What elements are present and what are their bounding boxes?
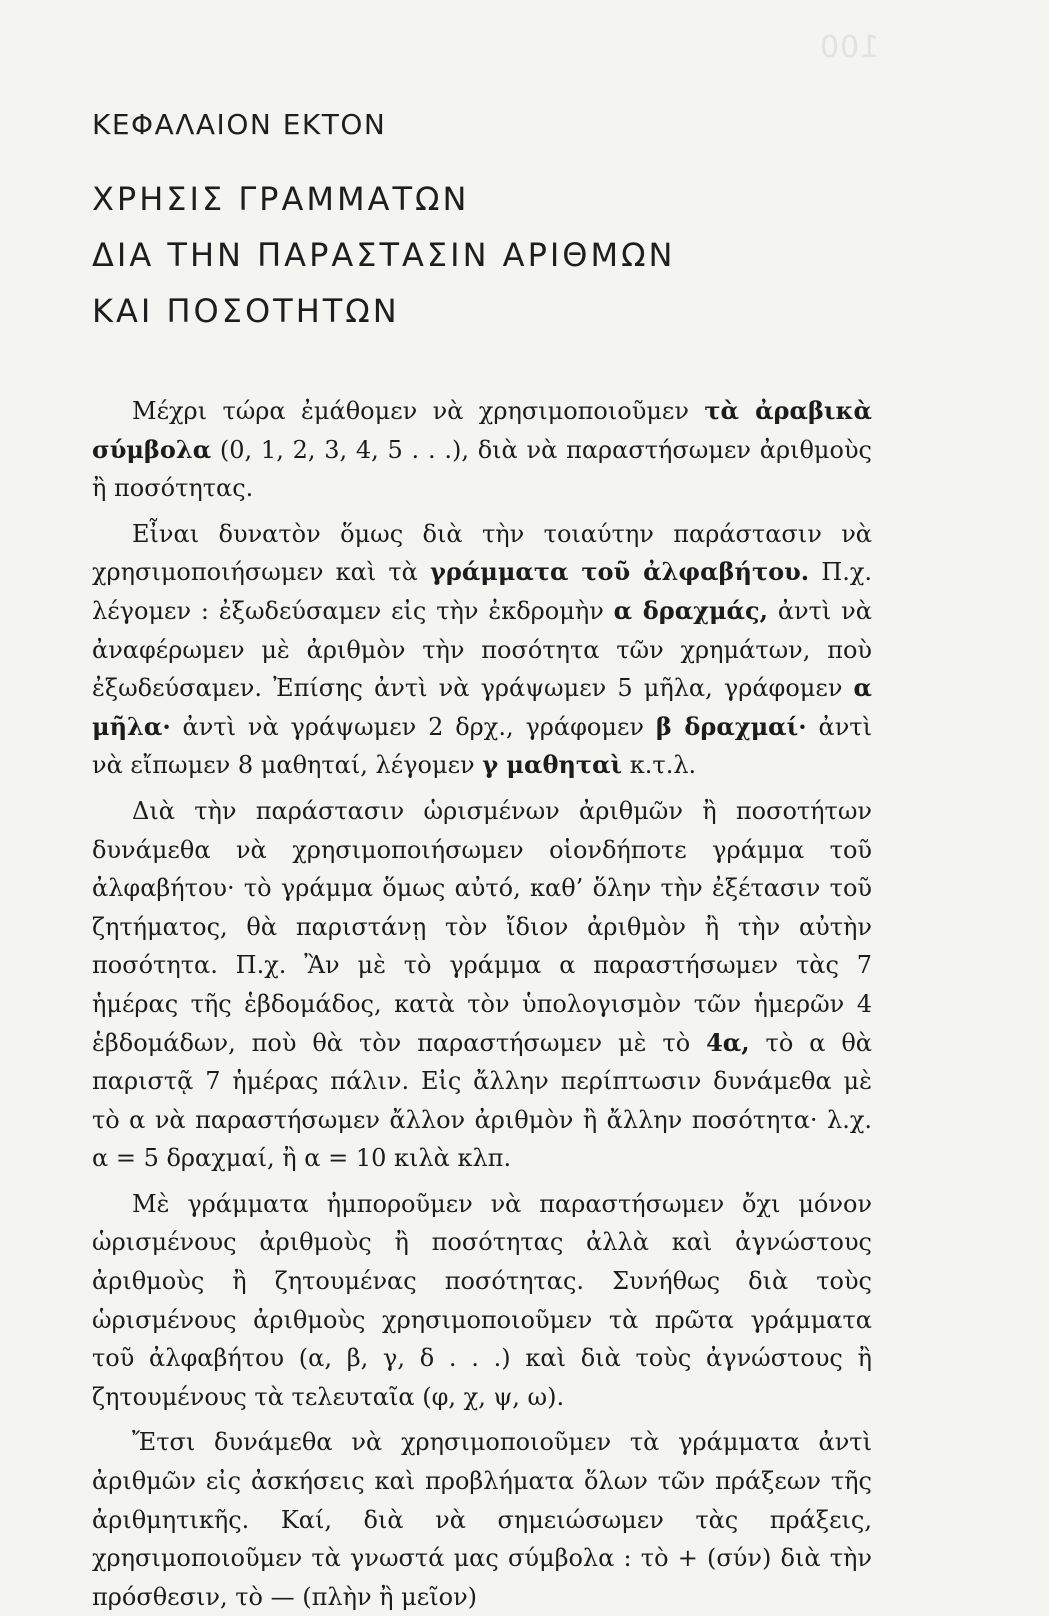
p2-text-e: ἀντὶ νὰ ἀναφέρωμεν μὲ ἀριθμὸν τὴν ποσότητα τῶν χρημάτων, ποὺ ἐξωδεύσαμεν. Ἐπίσης ἀντὶ νὰ γράψωμεν 5 μῆλα, γράφομεν [92,596,872,703]
p2-text-i: ἀντὶ νὰ εἴπωμεν 8 μαθηταί, λέγομεν [92,712,872,780]
p2-text-a: Εἶναι δυνατὸν ὅμως διὰ τὴν τοιαύτην παράστασιν νὰ χρησιμοποιήσωμεν καὶ τὰ [92,519,872,587]
p2-text-g: ἀντὶ νὰ γράψωμεν 2 δρχ., γράφομεν [170,712,656,741]
p3-bold-4a: 4α, [706,1027,750,1057]
paragraph-4: Μὲ γράμματα ἠμποροῦμεν νὰ παραστήσωμεν ὄχι μόνον ὡρισμένους ἀριθμοὺς ἢ ποσότητας ἀλλὰ καὶ ἀγνώστους ἀριθμοὺς ἢ ζητουμένας ποσότητας. Συνήθως διὰ τοὺς ὡρισμένους ἀριθμοὺς χρησιμοποιοῦμεν τὰ πρῶτα γράμματα τοῦ ἀλφαβήτου (α, β, γ, δ . . .) καὶ διὰ τοὺς ἀγνώστους ἢ ζητουμένους τὰ τελευταῖα (φ, χ, ψ, ω). [92,1189,872,1411]
p2-bold-g-students: γ μαθηταὶ [482,750,623,780]
title-line-1: ΧΡΗΣΙΣ ΓΡΑΜΜΑΤΩΝ [92,180,470,218]
title-line-3: ΚΑΙ ΠΟΣΟΤΗΤΩΝ [92,292,400,330]
p2-bold-a-drachmas: α δραχμάς, [613,595,768,625]
title-line-2: ΔΙΑ ΤΗΝ ΠΑΡΑΣΤΑΣΙΝ ΑΡΙΘΜΩΝ [92,236,676,274]
p2-bold-alphabet-letters: γράμματα τοῦ ἀλφαβήτου. [430,557,810,587]
paragraph-2 [92,515,872,785]
p3-text-c: τὸ α θὰ παριστᾷ 7 ἡμέρας πάλιν. Εἰς ἄλλην περίπτωσιν δυνάμεθα μὲ τὸ α νὰ παραστήσωμεν ἄλλον ἀριθμὸν ἢ ἄλλην ποσότητα· λ.χ. α = 5 δραχμαί, ἢ α = 10 κιλὰ κλπ. [92,1028,872,1173]
body-text [92,392,872,1616]
p2-text-k: κ.τ.λ. [622,751,697,780]
p2-text-c: Π.χ. λέγομεν : ἐξωδεύσαμεν εἰς τὴν ἐκδρομὴν [92,558,872,625]
p3-text-a: Διὰ τὴν παράστασιν ὡρισμένων ἀριθμῶν ἢ ποσοτήτων δυνάμεθα νὰ χρησιμοποιήσωμεν οἱονδήποτε γράμμα τοῦ ἀλφαβήτου· τὸ γράμμα ὅμως αὐτό, καθ’ ὅλην τὴν ἐξέτασιν τοῦ ζητήματος, θὰ παριστάνῃ τὸν ἴδιον ἀριθμὸν ἢ τὴν αὐτὴν ποσότητα. Π.χ. Ἂν μὲ τὸ γράμμα α παραστήσωμεν τὰς 7 ἡμέρας τῆς ἑβδομάδος, κατὰ τὸν ὑπολογισμὸν τῶν ἡμερῶν 4 ἑβδομάδων, ποὺ θὰ τὸν παραστήσωμεν μὲ τὸ [92,796,872,1057]
p2-bold-a-apples: α μῆλα· [92,673,872,741]
bleed-through-page-number: 100 [818,30,879,65]
p1-bold-arabic-symbols: τὰ ἀραβικὰ σύμβολα [92,396,872,464]
paragraph-3 [92,792,872,1178]
p1-text-c: (0, 1, 2, 3, 4, 5 . . .), διὰ νὰ παραστήσωμεν ἀριθμοὺς ἢ ποσότητας. [92,435,872,503]
p1-text-a: Μέχρι τώρα ἐμάθομεν νὰ χρησιμοποιοῦμεν [132,397,705,425]
paragraph-1 [92,392,872,508]
paragraph-5: Ἔτσι δυνάμεθα νὰ χρησιμοποιοῦμεν τὰ γράμματα ἀντὶ ἀριθμῶν εἰς ἀσκήσεις καὶ προβλήματα ὅλων τῶν πράξεων τῆς ἀριθμητικῆς. Καί, διὰ νὰ σημειώσωμεν τὰς πράξεις, χρησιμοποιοῦμεν τὰ γνωστά μας σύμβολα : τὸ + (σύν) διὰ τὴν πρόσθεσιν, τὸ — (πλὴν ἢ μεῖον) [92,1428,872,1611]
p2-bold-b-drachmas: β δραχμαί· [655,711,807,741]
chapter-heading: ΚΕΦΑΛΑΙΟΝ ΕΚΤΟΝ [92,108,387,141]
